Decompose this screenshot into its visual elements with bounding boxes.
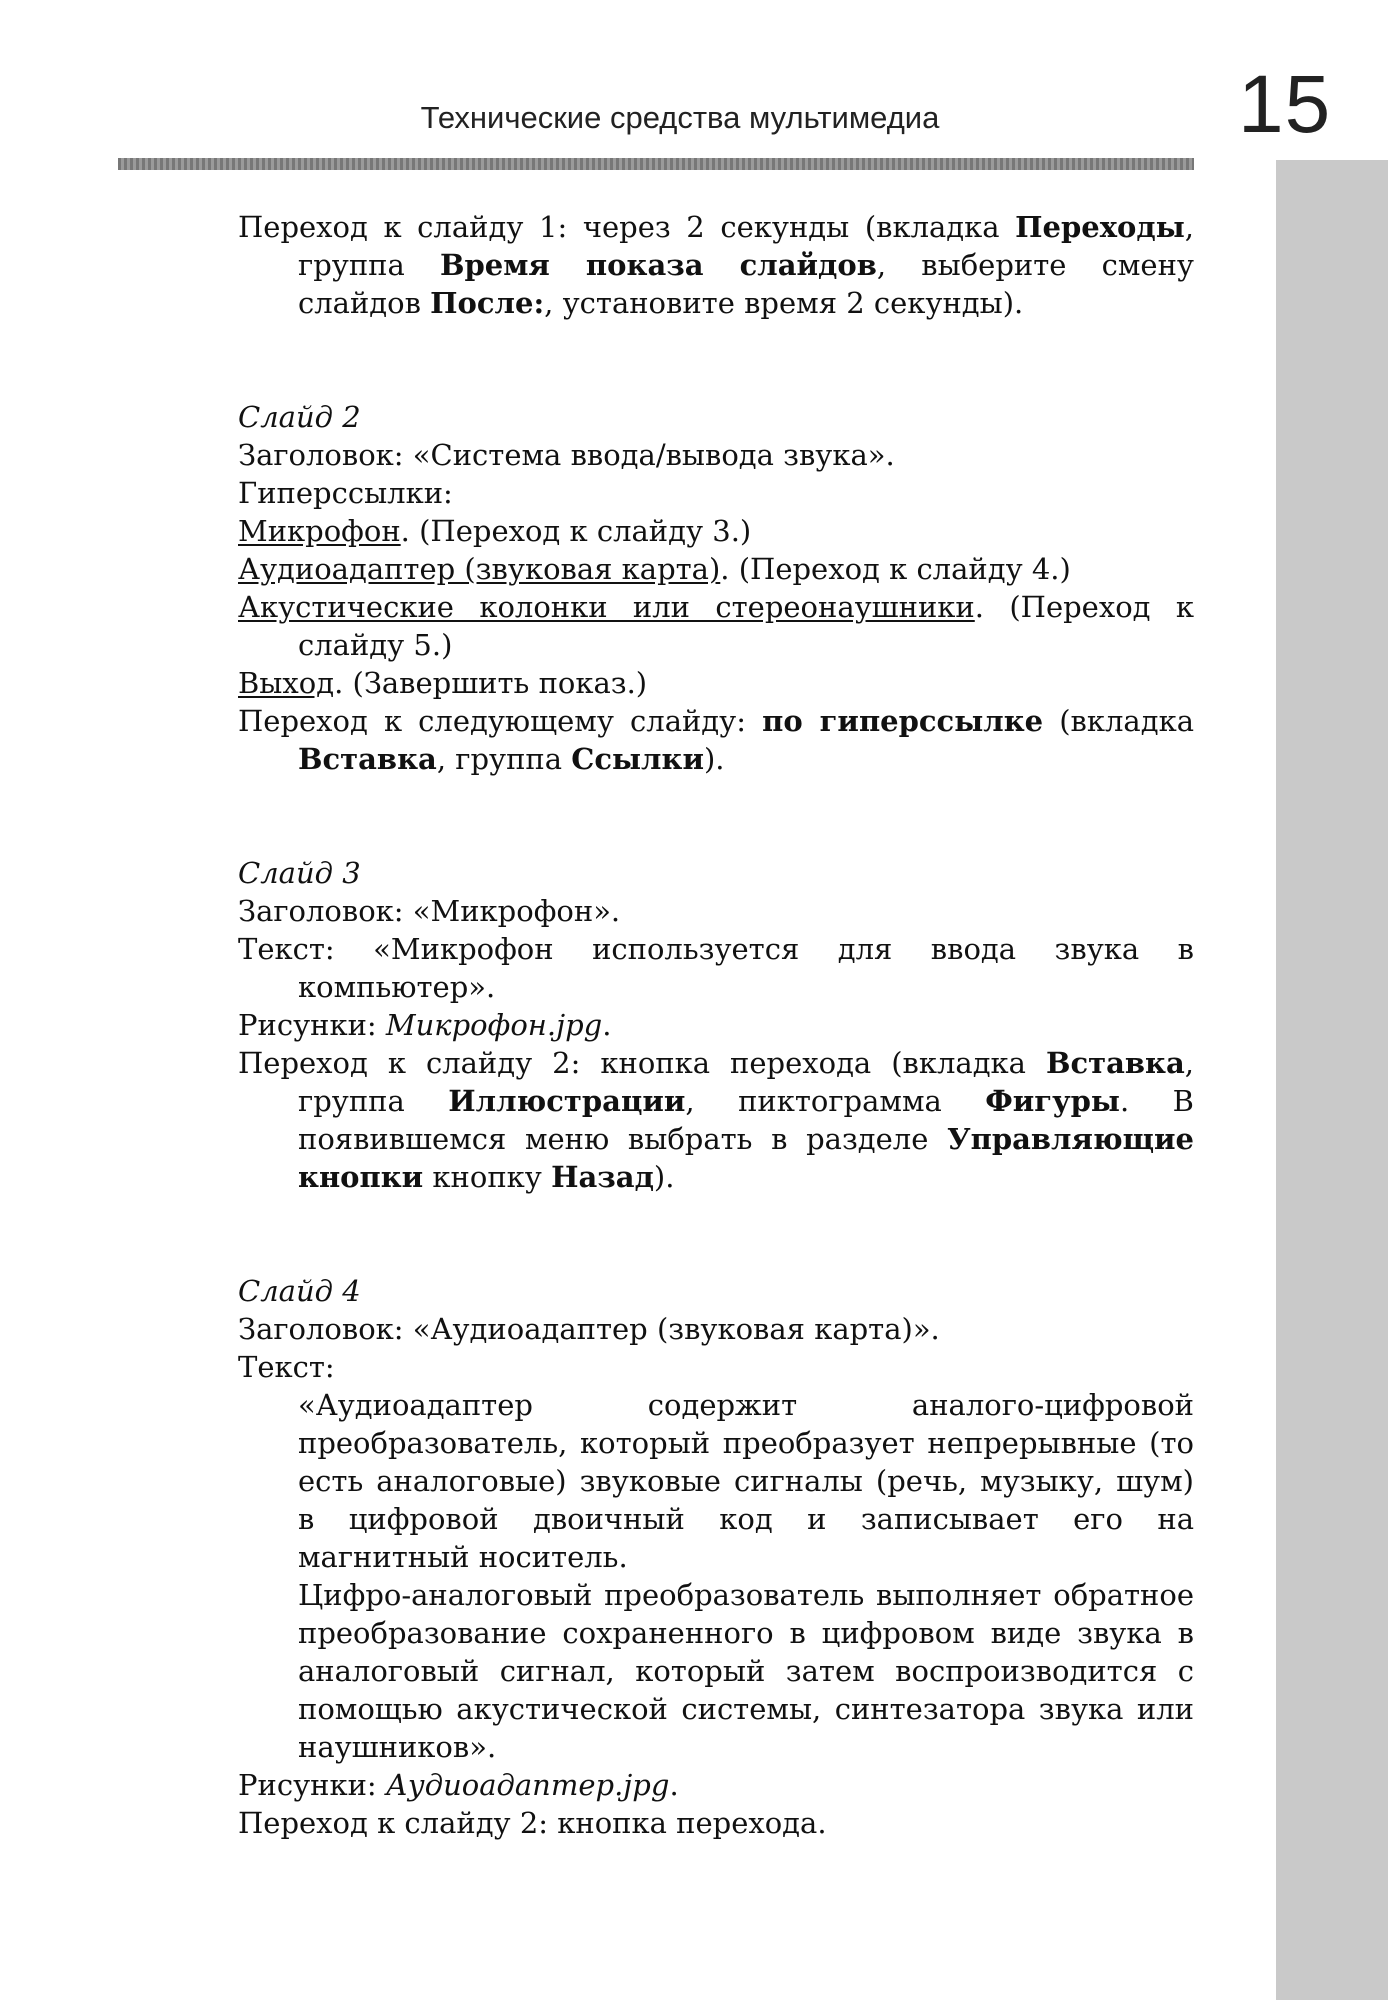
intro-transition: Переход к слайду 1: через 2 секунды (вкладка Переходы, группа Время показа слайдов, выберите смену слайдов После:, установите время 2 секунды).	[238, 210, 1194, 320]
slide4-title: Слайд 4	[238, 1274, 361, 1308]
header-rule	[118, 158, 1194, 170]
slide2-links-label: Гиперссылки:	[238, 476, 453, 510]
page-edge-thumb-tab	[1276, 160, 1388, 2000]
slide4-heading: Заголовок: «Аудиоадаптер (звуковая карта)».	[238, 1312, 940, 1346]
slide4-paragraph-1: «Аудиоадаптер содержит аналого-цифровой преобразователь, который преобразует непрерывные (то есть аналоговые) звуковые сигналы (речь, музыку, шум) в цифровой двоичный код и записывает его на магнитный носитель.	[298, 1388, 1194, 1574]
slide2-heading: Заголовок: «Система ввода/вывода звука».	[238, 438, 895, 472]
slide3-title: Слайд 3	[238, 856, 361, 890]
hyperlink-audio-adapter[interactable]: Аудиоадаптер (звуковая карта)	[238, 552, 721, 586]
hyperlink-exit[interactable]: Выход	[238, 666, 335, 700]
slide4-pictures: Рисунки: Аудиоадаптер.jpg.	[238, 1768, 679, 1802]
page-number: 15	[1238, 59, 1332, 150]
slide2-transition: Переход к следующему слайду: по гиперссылке (вкладка Вставка, группа Ссылки).	[238, 704, 1194, 776]
hyperlink-microphone[interactable]: Микрофон	[238, 514, 401, 548]
slide2-link-speakers: Акустические колонки или стереонаушники. (Переход к слайду 5.)	[238, 590, 1194, 662]
slide3-heading: Заголовок: «Микрофон».	[238, 894, 621, 928]
running-header-title: Технические средства мультимедиа	[420, 100, 940, 135]
slide4-paragraph-2: Цифро-аналоговый преобразователь выполняет обратное преобразование сохраненного в цифровом виде звука в аналоговый сигнал, который затем воспроизводится с помощью акустической системы, синтезатора звука или наушников».	[298, 1578, 1194, 1764]
slide2-link-exit: Выход. (Завершить показ.)	[238, 666, 648, 700]
page-body	[238, 208, 1194, 1842]
slide4-text-label: Текст:	[238, 1350, 335, 1384]
slide2-link-audio-adapter: Аудиоадаптер (звуковая карта). (Переход к слайду 4.)	[238, 552, 1071, 586]
slide4-transition: Переход к слайду 2: кнопка перехода.	[238, 1806, 827, 1840]
slide3-transition: Переход к слайду 2: кнопка перехода (вкладка Вставка, группа Иллюстрации, пиктограмма Фигуры. В появившемся меню выбрать в разделе Управляющие кнопки кнопку Назад).	[238, 1046, 1194, 1194]
slide2-link-microphone: Микрофон. (Переход к слайду 3.)	[238, 514, 752, 548]
hyperlink-speakers[interactable]: Акустические колонки или стереонаушники	[238, 590, 975, 624]
slide3-text: Текст: «Микрофон используется для ввода звука в компьютер».	[238, 932, 1194, 1004]
slide3-pictures: Рисунки: Микрофон.jpg.	[238, 1008, 612, 1042]
slide2-title: Слайд 2	[238, 400, 361, 434]
